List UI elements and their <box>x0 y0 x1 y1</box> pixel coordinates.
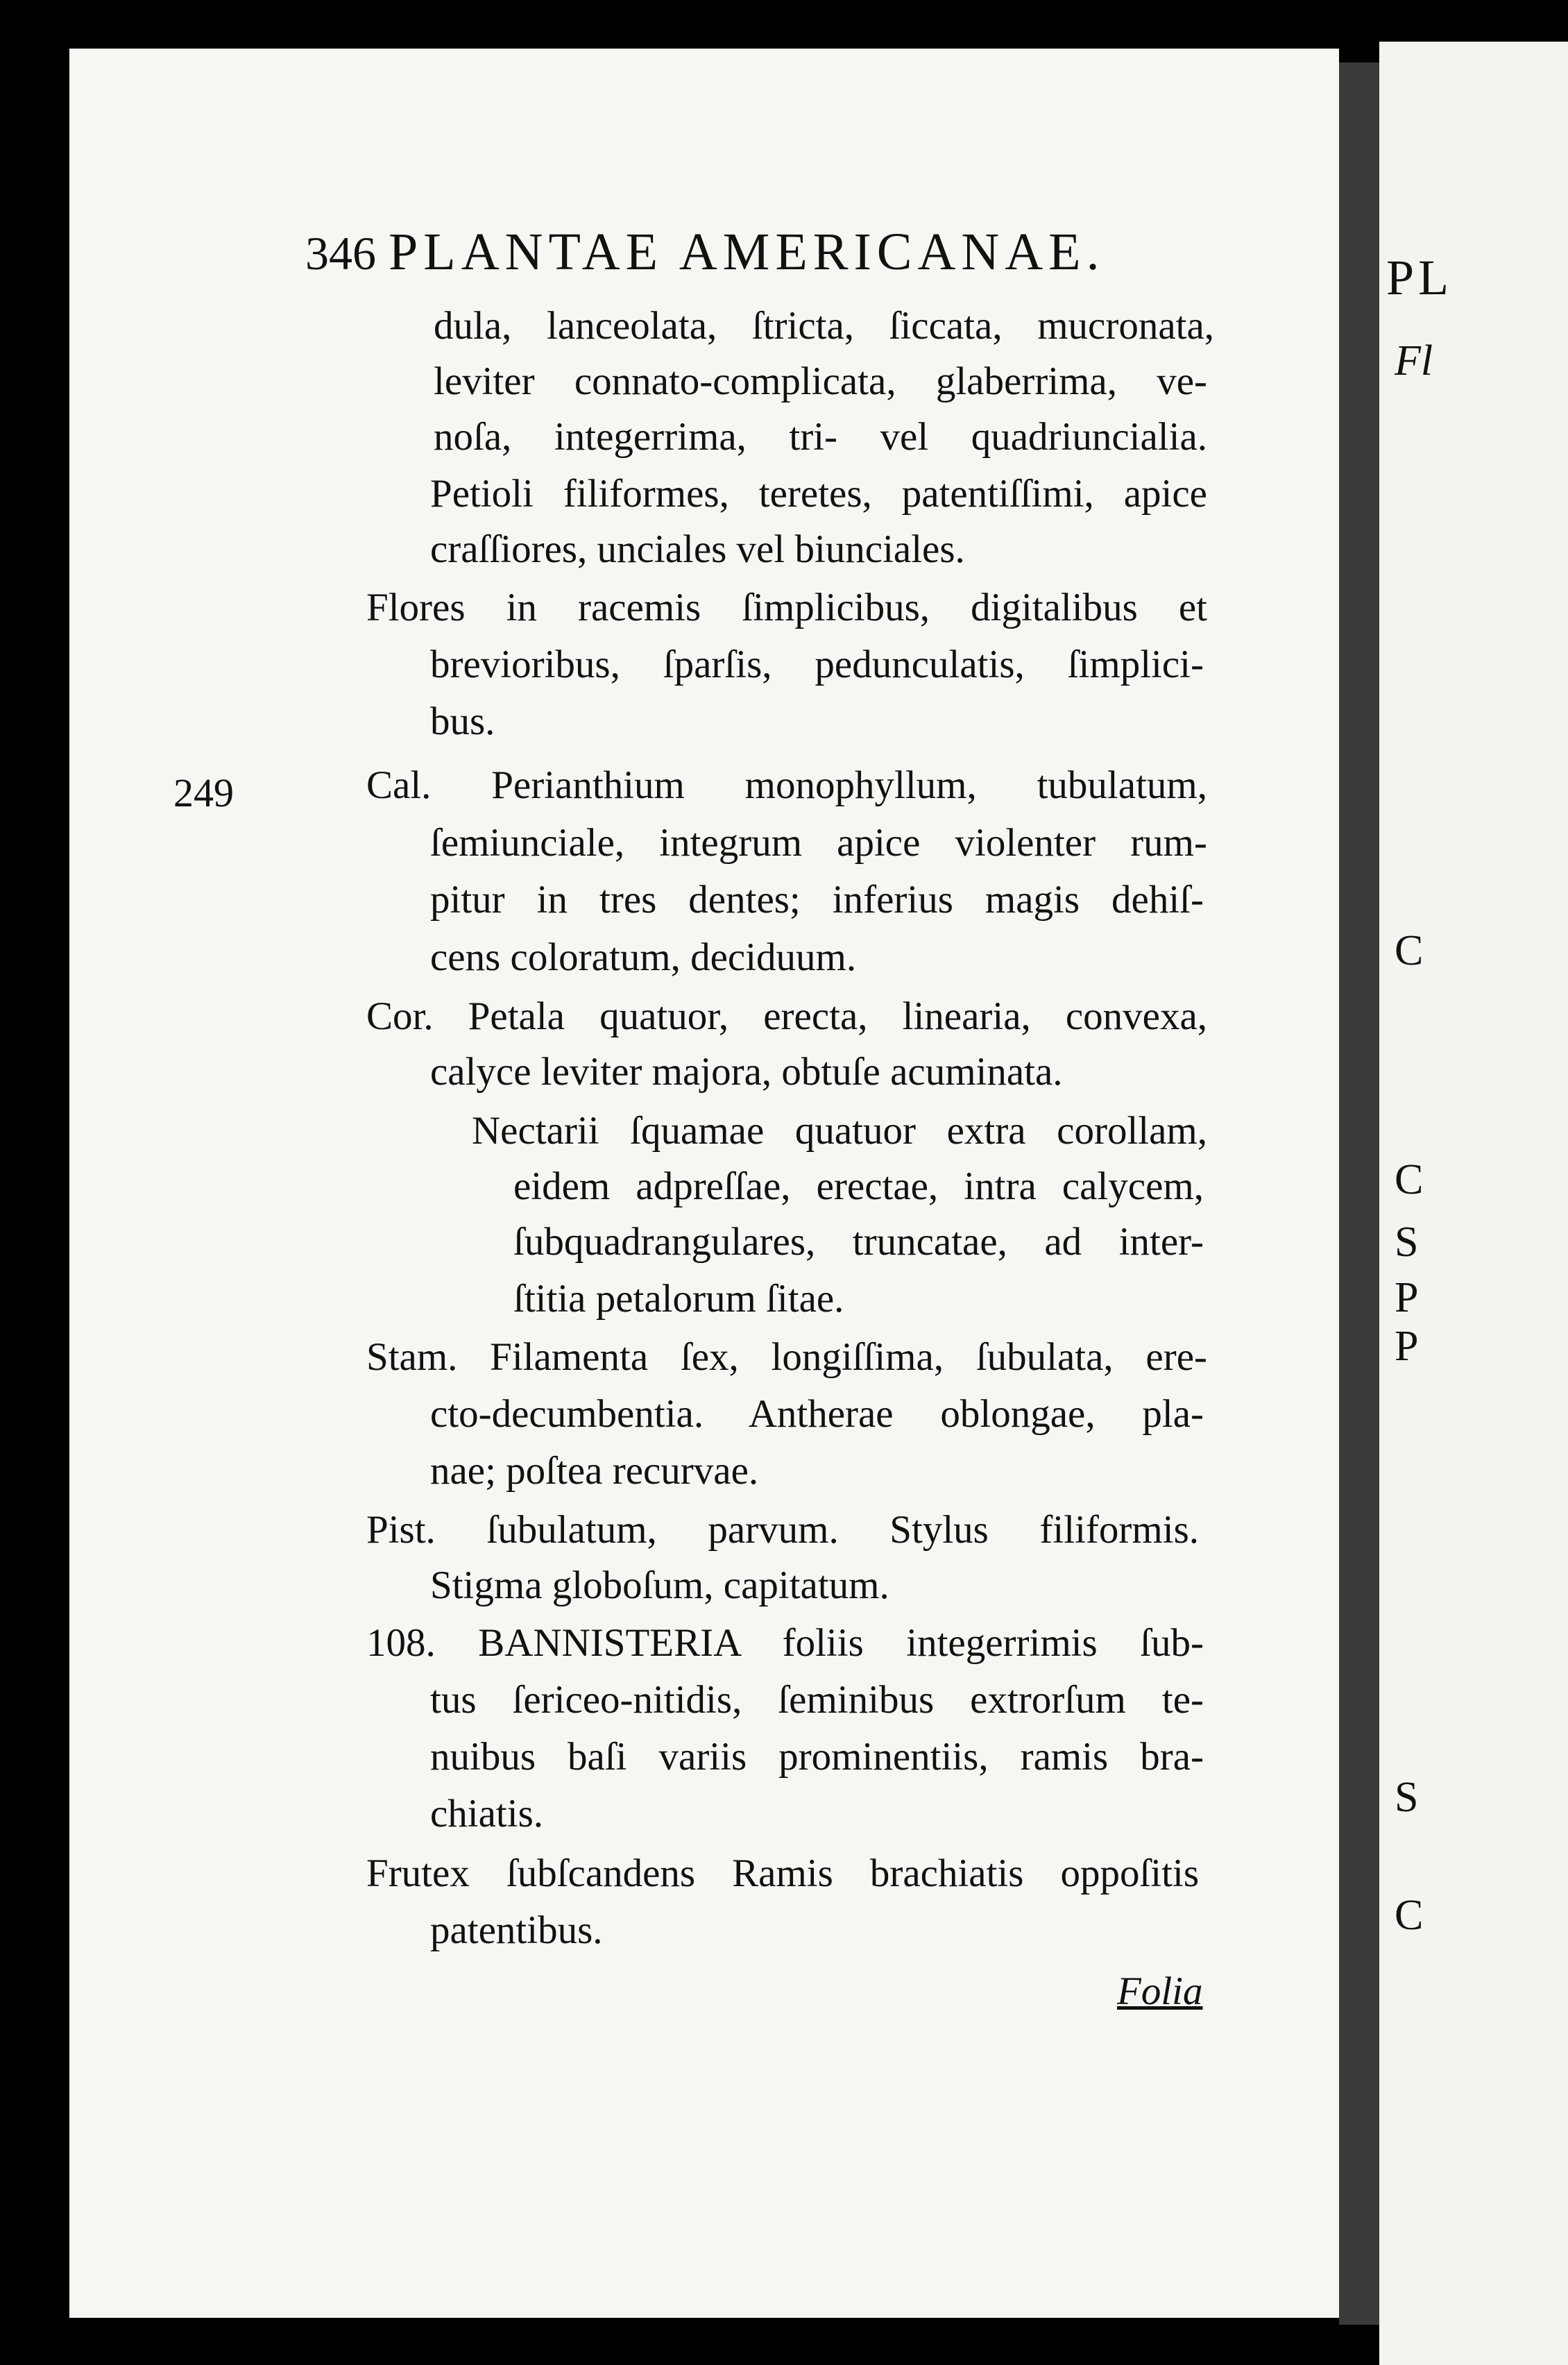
facing-page-fragment: S <box>1395 1219 1419 1266</box>
text-line: craſſiores, unciales vel biunciales. <box>430 527 965 571</box>
text-line: patentibus. <box>430 1908 603 1952</box>
text-line: pitur in tres dentes; inferius magis dehiſ- <box>430 878 1204 922</box>
facing-page-fragment: C <box>1395 927 1424 974</box>
text-line: leviter connato-complicata, glaberrima, ve- <box>434 359 1207 403</box>
facing-page-edge <box>1379 42 1568 2365</box>
page-gutter-shadow <box>1339 62 1379 2325</box>
text-line: 108. BANNISTERIA foliis integerrimis ſub- <box>366 1621 1204 1665</box>
facing-page-fragment: P <box>1395 1323 1419 1370</box>
text-line: Nectarii ſquamae quatuor extra corollam, <box>472 1109 1207 1153</box>
page-number: 346 <box>305 227 376 280</box>
text-line: Pist. ſubulatum, parvum. Stylus filiformis. <box>366 1508 1199 1552</box>
text-line: Frutex ſubſcandens Ramis brachiatis oppoſitis <box>366 1851 1199 1895</box>
text-line: chiatis. <box>430 1792 544 1836</box>
text-line: noſa, integerrima, tri- vel quadriuncialia. <box>434 415 1207 459</box>
text-line: tus ſericeo-nitidis, ſeminibus extrorſum te- <box>430 1678 1204 1722</box>
text-line: Stam. Filamenta ſex, longiſſima, ſubulata, ere- <box>366 1335 1207 1379</box>
text-line: ſemiunciale, integrum apice violenter rum- <box>430 821 1207 865</box>
facing-page-header-fragment: PL <box>1386 250 1454 305</box>
facing-page-fragment: C <box>1395 1156 1424 1203</box>
running-title: PLANTAE AMERICANAE. <box>389 223 1105 281</box>
text-line: cto-decumbentia. Antherae oblongae, pla- <box>430 1392 1204 1436</box>
text-line: Stigma globoſum, capitatum. <box>430 1563 889 1607</box>
text-line: dula, lanceolata, ſtricta, ſiccata, mucronata, <box>434 304 1214 348</box>
text-line: eidem adpreſſae, erectae, intra calycem, <box>513 1164 1204 1208</box>
text-line: Flores in racemis ſimplicibus, digitalibus et <box>366 586 1207 629</box>
text-line: ſtitia petalorum ſitae. <box>513 1277 844 1321</box>
text-line: bus. <box>430 700 495 743</box>
text-line: Cal. Perianthium monophyllum, tubulatum, <box>366 763 1207 807</box>
margin-page-reference: 249 <box>173 770 234 815</box>
facing-page-fragment: P <box>1395 1274 1419 1321</box>
text-line: ſubquadrangulares, truncatae, ad inter- <box>513 1220 1204 1264</box>
facing-page-fragment: C <box>1395 1892 1424 1939</box>
text-line: cens coloratum, deciduum. <box>430 935 857 979</box>
facing-page-fragment: S <box>1395 1774 1419 1821</box>
catchword: Folia <box>1117 1969 1203 2013</box>
text-line: calyce leviter majora, obtuſe acuminata. <box>430 1050 1063 1094</box>
text-line: Petioli filiformes, teretes, patentiſſimi, apice <box>430 472 1207 516</box>
text-line: Cor. Petala quatuor, erecta, linearia, convexa, <box>366 994 1207 1038</box>
text-line: nuibus baſi variis prominentiis, ramis bra- <box>430 1735 1204 1779</box>
running-header <box>305 214 1249 290</box>
facing-page-fragment: Fl <box>1395 337 1433 384</box>
text-line: nae; poſtea recurvae. <box>430 1449 759 1493</box>
text-line: brevioribus, ſparſis, pedunculatis, ſimplici- <box>430 643 1204 686</box>
